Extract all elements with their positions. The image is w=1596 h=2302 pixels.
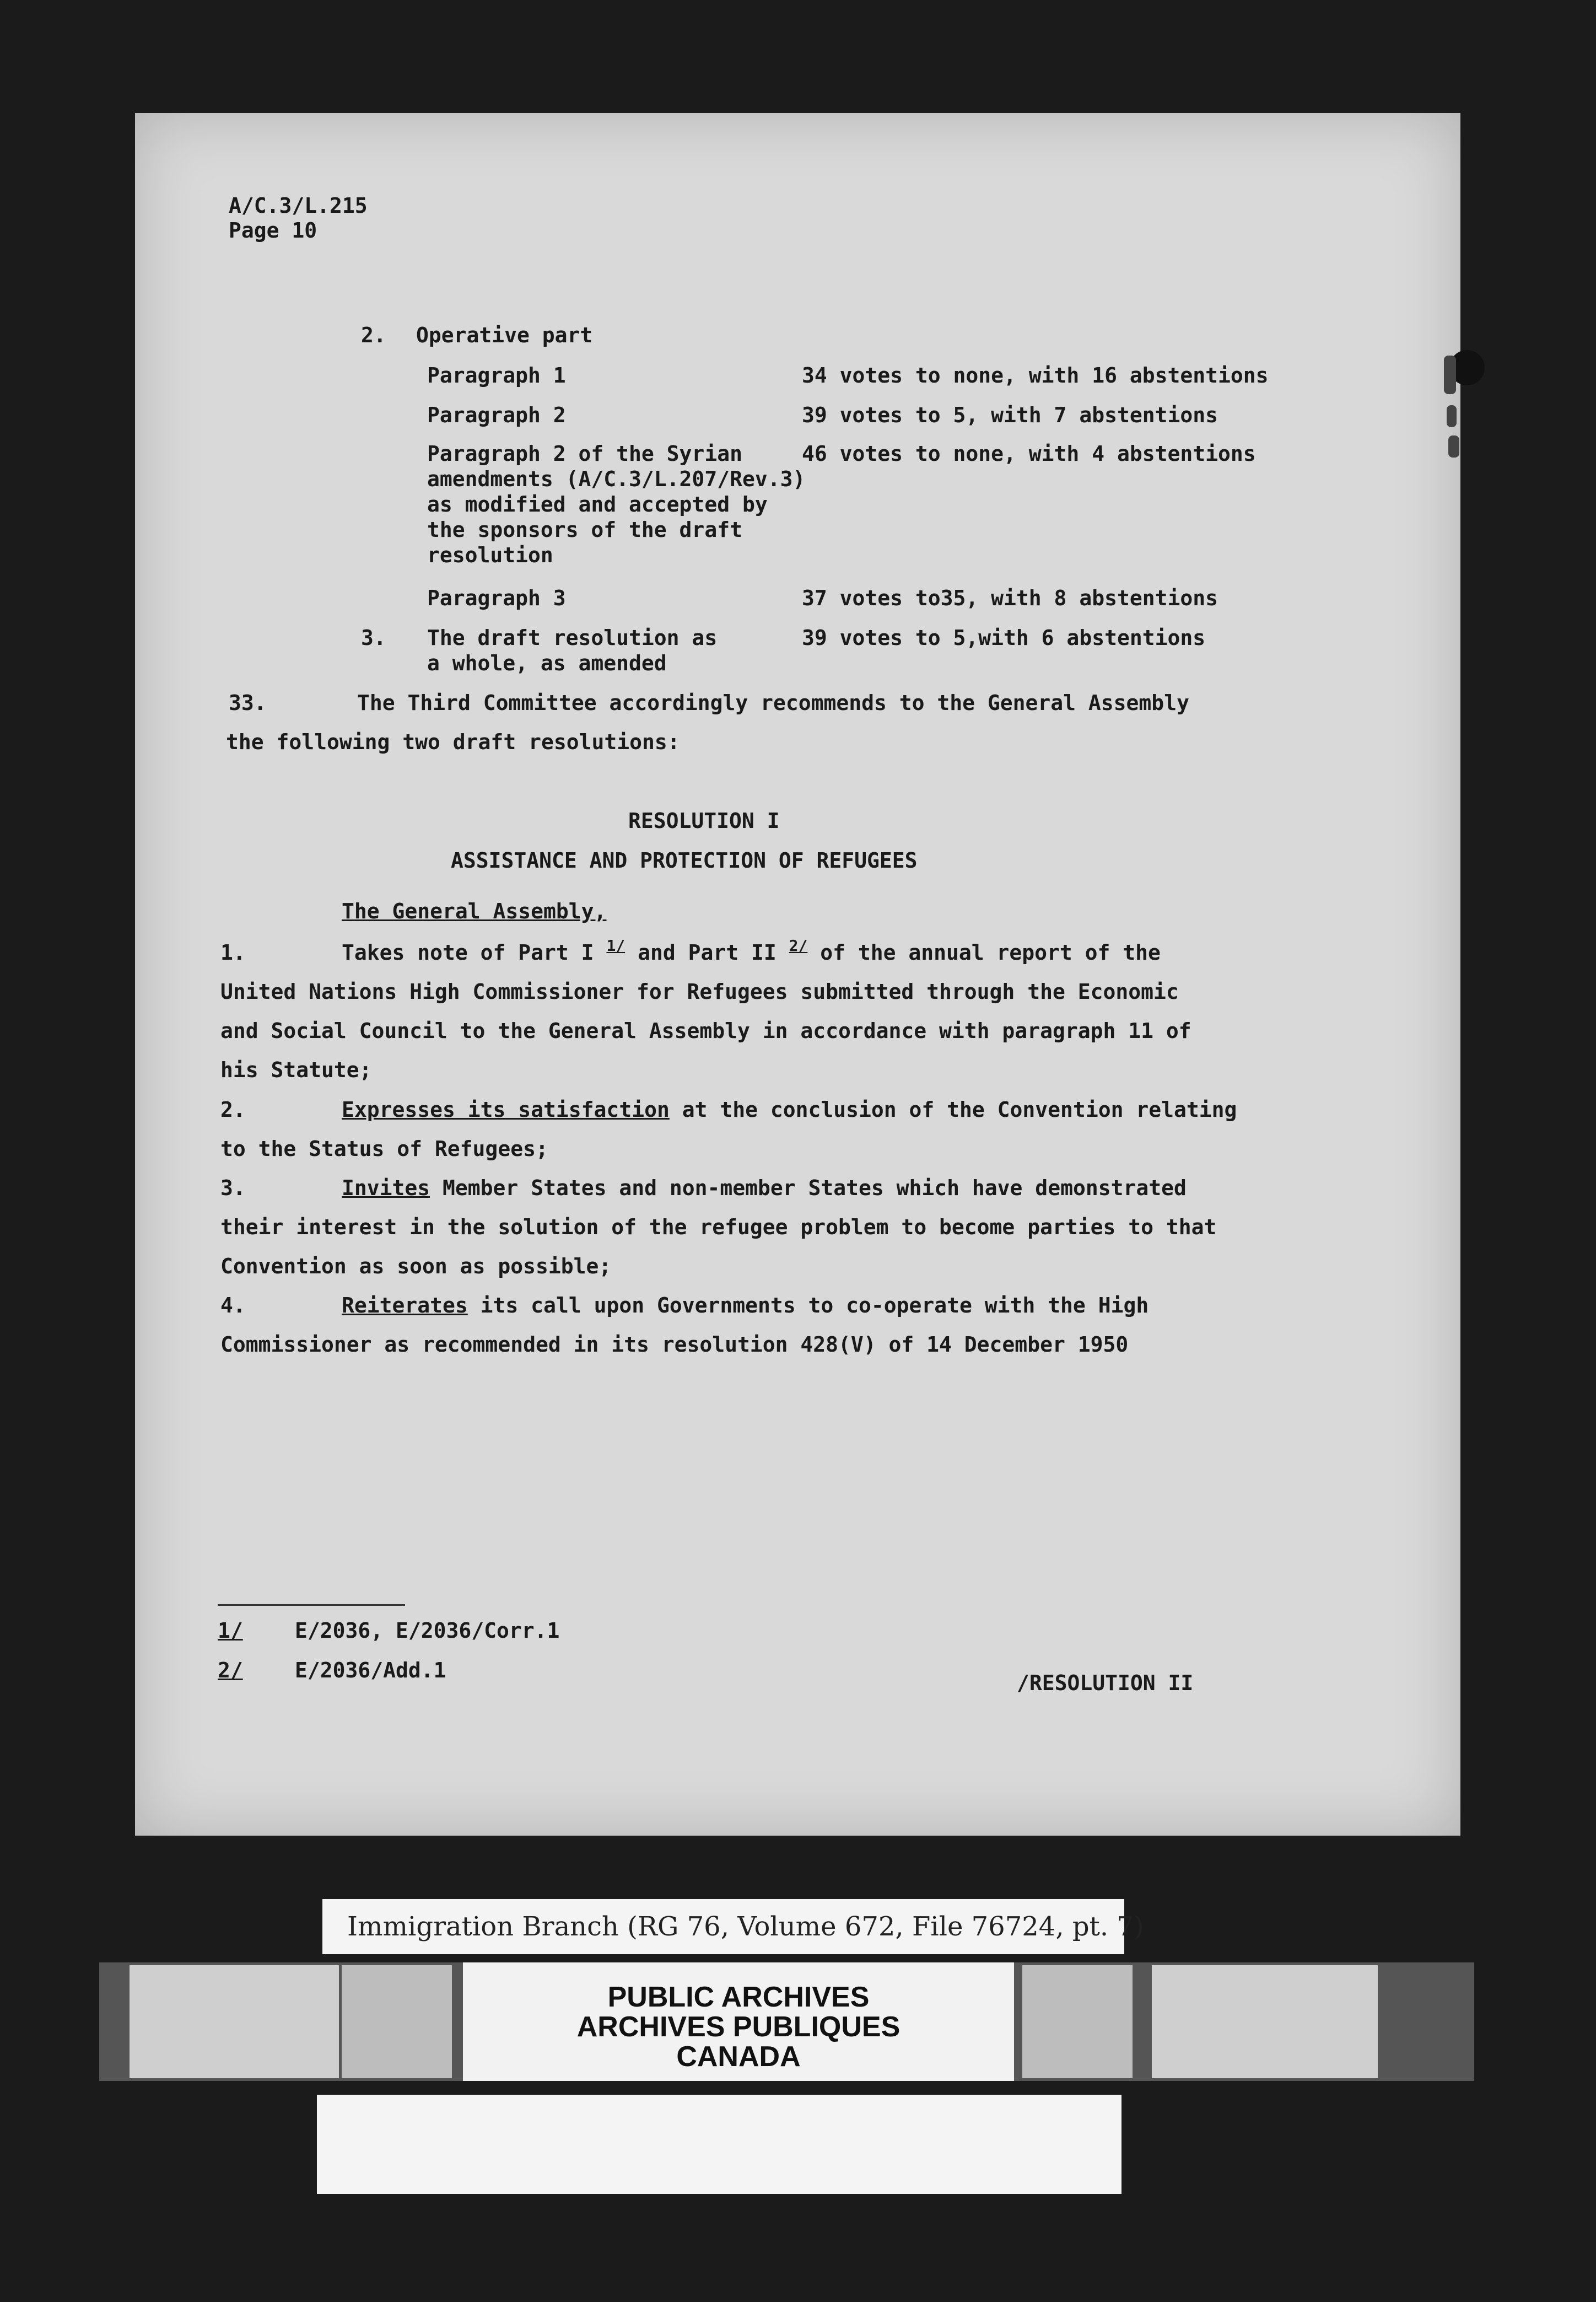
archive-reference-label: [322, 1899, 1144, 1954]
archive-tab: [130, 1965, 339, 2078]
clause-text: their interest in the solution of the refugee problem to become parties to that: [220, 1215, 1217, 1239]
clause-number: 4.: [220, 1293, 246, 1317]
clause-text: Convention as soon as possible;: [220, 1254, 612, 1278]
item-number: 3.: [361, 626, 386, 650]
item-number: 2.: [361, 323, 386, 347]
archive-tab: [342, 1965, 452, 2078]
clause-text: of the annual report of the: [820, 940, 1161, 965]
stamp-line: PUBLIC ARCHIVES: [607, 1981, 870, 2013]
clause-text: to the Status of Refugees;: [220, 1137, 548, 1161]
footnote-mark: 2/: [218, 1658, 243, 1682]
vote-label: a whole, as amended: [427, 651, 667, 675]
document-symbol: A/C.3/L.215: [229, 193, 368, 218]
clause-text: [342, 1293, 1149, 1318]
stamp-line: CANADA: [676, 2041, 801, 2073]
archive-stamp: [463, 1962, 1014, 2081]
margin-mark: [1447, 405, 1457, 427]
paragraph-text: the following two draft resolutions:: [226, 730, 680, 754]
footnote-mark: 1/: [218, 1618, 243, 1643]
clause-lead: Invites: [342, 1176, 430, 1200]
margin-mark: [1444, 356, 1456, 394]
clause-text: and Part II: [638, 940, 777, 965]
clause-number: 3.: [220, 1176, 246, 1200]
resolution-title: RESOLUTION I: [628, 809, 780, 833]
vote-label: resolution: [427, 543, 553, 567]
clause-text: United Nations High Commissioner for Refugees submitted through the Economic: [220, 980, 1179, 1004]
clause-text: his Statute;: [220, 1058, 372, 1082]
clause-text: at the conclusion of the Convention relating: [682, 1098, 1237, 1122]
page-number: Page 10: [229, 218, 317, 243]
vote-label: amendments (A/C.3/L.207/Rev.3): [427, 467, 806, 491]
vote-label: Paragraph 2: [427, 403, 566, 427]
continuation-marker: /RESOLUTION II: [1017, 1671, 1194, 1695]
footnote-ref: 1/: [606, 937, 626, 955]
vote-label: the sponsors of the draft: [427, 518, 742, 542]
archive-reference: Immigration Branch (RG 76, Volume 672, File 76724, pt. 7): [347, 1911, 1144, 1942]
vote-result: 46 votes to none, with 4 abstentions: [802, 442, 1256, 466]
vote-result: 39 votes to 5, with 7 abstentions: [802, 403, 1218, 427]
clause-lead: Reiterates: [342, 1293, 468, 1317]
clause-number: 1.: [220, 940, 246, 965]
footnote-text: E/2036, E/2036/Corr.1: [295, 1618, 560, 1643]
vote-result: 39 votes to 5,with 6 abstentions: [802, 626, 1206, 650]
vote-label: Paragraph 3: [427, 586, 566, 610]
item-heading: Operative part: [416, 323, 593, 347]
resolution-subtitle: ASSISTANCE AND PROTECTION OF REFUGEES: [451, 848, 918, 873]
vote-label: as modified and accepted by: [427, 492, 768, 517]
paragraph-number: 33.: [229, 691, 267, 715]
clause-text: Commissioner as recommended in its resolution 428(V) of 14 December 1950: [220, 1332, 1129, 1357]
clause-lead: Expresses its satisfaction: [342, 1098, 670, 1122]
footnote-text: E/2036/Add.1: [295, 1658, 446, 1682]
vote-result: 34 votes to none, with 16 abstentions: [802, 363, 1269, 388]
vote-label: Paragraph 1: [427, 363, 566, 388]
paragraph-text: The Third Committee accordingly recommends to the General Assembly: [357, 691, 1189, 715]
clause-number: 2.: [220, 1098, 246, 1122]
clause-text: [342, 937, 1161, 967]
clause-text: [342, 1175, 1187, 1201]
stamp-line: ARCHIVES PUBLIQUES: [576, 2011, 901, 2043]
clause-text: its call upon Governments to co-operate with the High: [480, 1293, 1149, 1317]
footnote-ref: 2/: [789, 937, 808, 955]
clause-text: and Social Council to the General Assembly in accordance with paragraph 11 of: [220, 1019, 1191, 1043]
blank-label: [317, 2095, 1121, 2194]
vote-label: Paragraph 2 of the Syrian: [427, 442, 742, 466]
archive-tab: [1152, 1965, 1378, 2078]
vote-label: The draft resolution as: [427, 626, 718, 650]
preamble: The General Assembly,: [342, 899, 607, 923]
clause-text: Member States and non-member States which have demonstrated: [443, 1176, 1187, 1200]
vote-result: 37 votes to35, with 8 abstentions: [802, 586, 1218, 610]
footnote-rule: [218, 1604, 405, 1606]
margin-mark: [1448, 435, 1459, 458]
clause-lead: Takes note of Part I: [342, 940, 594, 965]
archive-tab: [1022, 1965, 1133, 2078]
clause-text: [342, 1097, 1237, 1122]
